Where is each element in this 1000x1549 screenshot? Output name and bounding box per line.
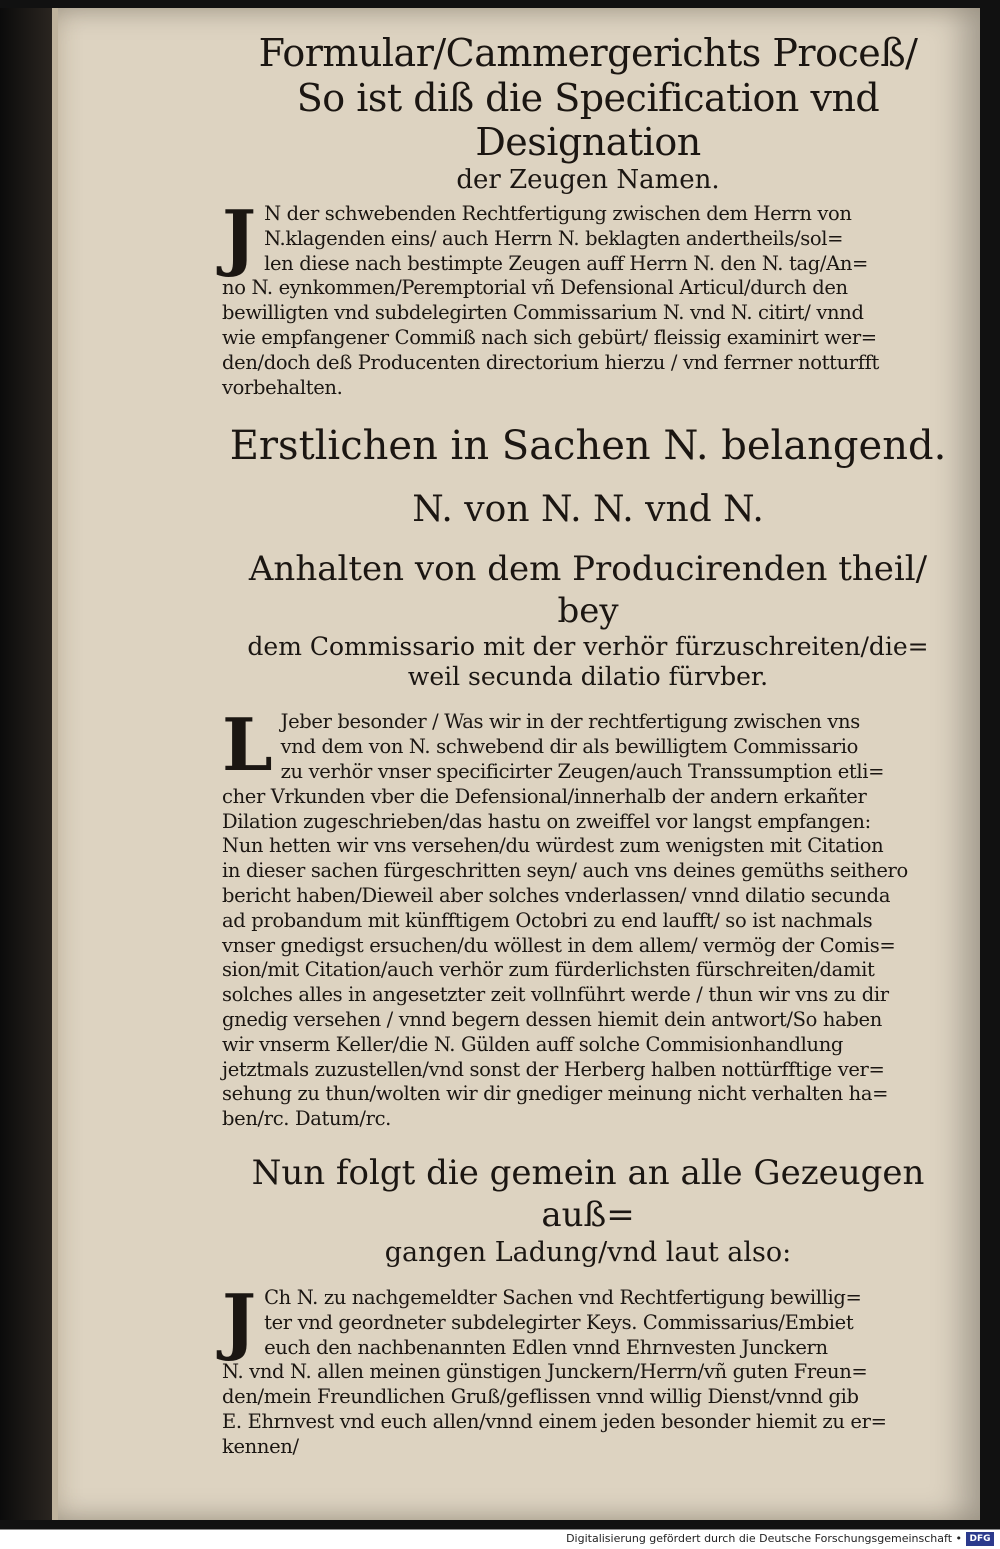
paragraph-2 <box>222 702 954 1132</box>
paragraph-1 <box>222 194 954 400</box>
drop-initial-1: J <box>222 194 257 279</box>
page-edge <box>52 8 58 1520</box>
drop-initial-2: L <box>222 702 273 788</box>
title-block <box>222 30 954 196</box>
heading-erstlichen: Erstlichen in Sachen N. belangend. <box>229 423 947 470</box>
paragraph-3 <box>222 1277 954 1460</box>
footer-funding-text: Digitalisierung gefördert durch die Deutsche Forschungsgemeinschaft • <box>566 1532 962 1545</box>
heading-anhalten-line-2: dem Commissario mit der verhör fürzuschreiten/die= <box>247 632 929 662</box>
heading-nun-folgt-block <box>222 1152 954 1270</box>
title-line-3: der Zeugen Namen. <box>456 165 720 195</box>
heading-anhalten-line-3: weil secunda dilatio fürvber. <box>407 662 769 692</box>
heading-anhalten-block <box>222 548 954 692</box>
heading-names: N. von N. N. vnd N. <box>412 489 764 531</box>
heading-nun-folgt-line-2: gangen Ladung/vnd laut also: <box>384 1236 792 1268</box>
paragraph-2-text: Jeber besonder / Was wir in der rechtfertigung zwischen vns vnd dem von N. schwebend dir als bewilligtem Commissario zu verhör vnser specificirter Zeugen/auch Transsumption etli= cher Vrkunden vber die Defensional/innerhalb der andern erkañter Dilation zugeschrieben/das hastu on zweiffel vor langst empfangen: Nun hetten wir vns versehen/du würdest zum wenigsten mit Citation in dieser sachen fürgeschritten seyn/ auch vns deines gemüths seithero bericht haben/Dieweil aber solches vnderlassen/ vnnd dilatio secunda ad probandum mit künfftigem Octobri zu end laufft/ so ist nachmals vnser gnedigst ersuchen/du wöllest in dem allem/ vermög der Comis= sion/mit Citation/auch verhör zum fürderlichsten fürschreiten/damit solches alles in angesetzter zeit vollnführt werde / thun wir vns zu dir gnedig versehen / vnnd begern dessen hiemit dein antwort/So haben wir vnserm Keller/die N. Gülden auff solche Commisionhandlung jetztmals zuzustellen/vnd sonst der Herberg halben nottürfftige ver= sehung zu thun/wolten wir dir gnediger meinung nicht verhalten ha= ben/rc. Datum/rc. <box>222 710 908 1131</box>
title-line-1: Formular/Cammergerichts Proceß/ <box>258 31 918 75</box>
page-text <box>222 30 954 1460</box>
paragraph-3-text: Ch N. zu nachgemeldter Sachen vnd Rechtfertigung bewillig= ter vnd geordneter subdelegirter Keys. Commissarius/Embiet euch den nachbenannten Edlen vnnd Ehrnvesten Junckern N. vnd N. allen meinen günstigen Junckern/Herrn/vñ guten Freun= den/mein Freundlichen Gruß/geflissen vnnd willig Dienst/vnnd gib E. Ehrnvest vnd euch allen/vnnd einem jeden besonder hiemit zu er= kennen/ <box>222 1285 887 1458</box>
title-line-2: So ist diß die Specification vnd Designation <box>296 76 880 164</box>
book-binding <box>0 8 52 1520</box>
heading-anhalten-line-1: Anhalten von dem Producirenden theil/ bey <box>248 549 928 632</box>
heading-nun-folgt-line-1: Nun folgt die gemein an alle Gezeugen auß= <box>251 1152 925 1235</box>
footer-bar <box>0 1529 1000 1549</box>
paragraph-1-text: N der schwebenden Rechtfertigung zwischen dem Herrn von N.klagenden eins/ auch Herrn N. beklagten andertheils/sol= len diese nach bestimpte Zeugen auff Herrn N. den N. tag/An= no N. eynkommen/Peremptorial vñ Defensional Articul/durch den bewilligten vnd subdelegirten Commissarium N. vnd N. citirt/ vnnd wie empfangener Commiß nach sich gebürt/ fleissig examinirt wer= den/doch deß Producenten directorium hierzu / vnd ferrner notturfft vorbehalten. <box>222 202 879 399</box>
dfg-logo-icon: DFG <box>966 1532 994 1546</box>
drop-initial-3: J <box>222 1277 257 1363</box>
